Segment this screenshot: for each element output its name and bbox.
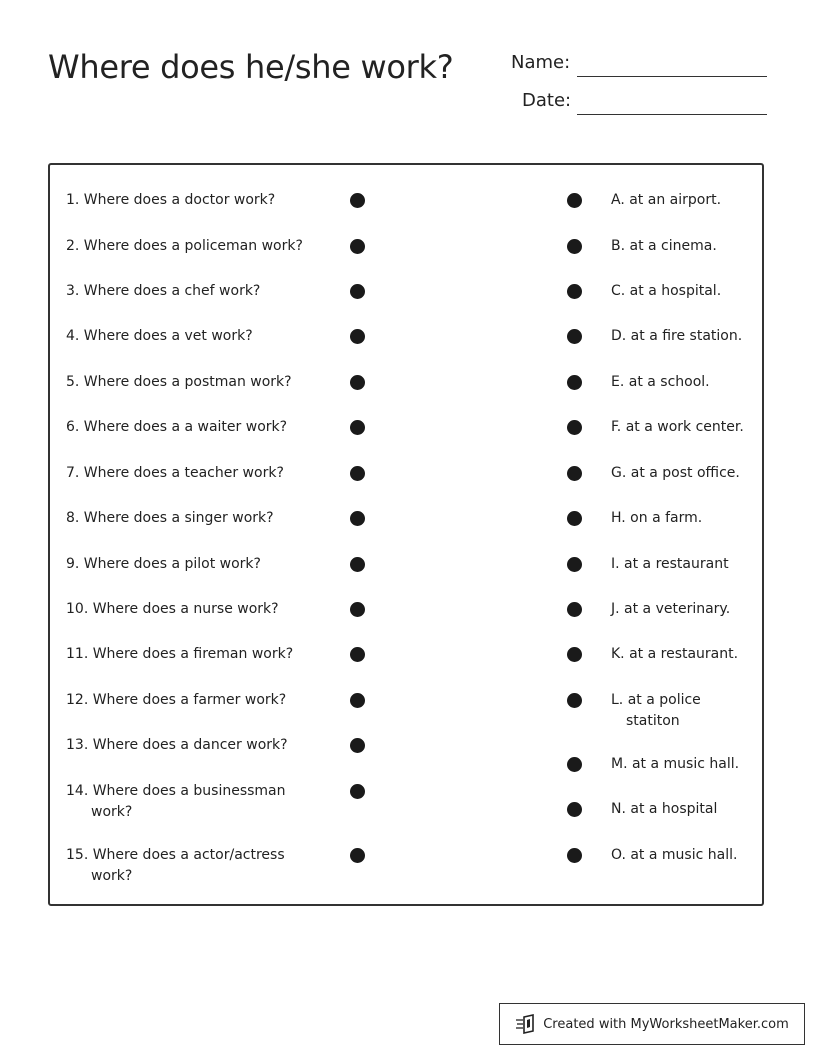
question-match-dot[interactable] [350,511,365,526]
date-field[interactable] [577,114,767,115]
answer-item: M. at a music hall. [611,756,740,772]
answer-item: F. at a work center. [611,419,744,435]
answer-match-dot[interactable] [567,466,582,481]
answer-match-dot[interactable] [567,602,582,617]
question-item: 10. Where does a nurse work? [66,601,279,617]
answer-text: L. at a police [611,692,701,708]
page-title: Where does he/she work? [48,48,454,86]
answer-item: H. on a farm. [611,510,703,526]
answer-match-dot[interactable] [567,193,582,208]
question-item: 1. Where does a doctor work? [66,192,276,208]
answer-match-dot[interactable] [567,239,582,254]
answer-item [611,690,761,732]
question-text: 15. Where does a actor/actress [66,847,285,863]
question-match-dot[interactable] [350,420,365,435]
question-text-continued: work? [91,868,133,884]
question-item: 12. Where does a farmer work? [66,692,287,708]
question-item: 6. Where does a a waiter work? [66,419,288,435]
answer-item: A. at an airport. [611,192,722,208]
footer-badge [499,1003,805,1045]
question-text-continued: work? [91,804,133,820]
answer-text-continued: statiton [626,713,680,729]
answer-item: O. at a music hall. [611,847,738,863]
question-item: 7. Where does a teacher work? [66,465,284,481]
question-match-dot[interactable] [350,284,365,299]
worksheet-maker-logo-icon [515,1014,537,1034]
answer-match-dot[interactable] [567,511,582,526]
question-match-dot[interactable] [350,329,365,344]
question-item: 3. Where does a chef work? [66,283,261,299]
answer-item: K. at a restaurant. [611,646,739,662]
answer-item: B. at a cinema. [611,238,717,254]
question-item [66,845,316,887]
date-label: Date: [522,90,572,111]
question-match-dot[interactable] [350,239,365,254]
question-item: 2. Where does a policeman work? [66,238,303,254]
answer-match-dot[interactable] [567,420,582,435]
question-match-dot[interactable] [350,193,365,208]
answer-match-dot[interactable] [567,329,582,344]
question-match-dot[interactable] [350,848,365,863]
answer-match-dot[interactable] [567,848,582,863]
question-match-dot[interactable] [350,738,365,753]
answer-match-dot[interactable] [567,284,582,299]
answer-item: D. at a fire station. [611,328,743,344]
answer-item: E. at a school. [611,374,710,390]
answer-item: N. at a hospital [611,801,718,817]
answer-match-dot[interactable] [567,693,582,708]
answer-match-dot[interactable] [567,375,582,390]
question-item: 11. Where does a fireman work? [66,646,294,662]
question-item [66,781,316,823]
answer-item: J. at a veterinary. [611,601,731,617]
question-match-dot[interactable] [350,784,365,799]
question-item: 13. Where does a dancer work? [66,737,288,753]
question-item: 9. Where does a pilot work? [66,556,261,572]
answer-match-dot[interactable] [567,802,582,817]
question-match-dot[interactable] [350,466,365,481]
footer-text: Created with MyWorksheetMaker.com [543,1016,789,1032]
name-label: Name: [511,52,571,73]
answer-item: G. at a post office. [611,465,740,481]
question-match-dot[interactable] [350,375,365,390]
question-match-dot[interactable] [350,557,365,572]
question-item: 8. Where does a singer work? [66,510,274,526]
question-item: 5. Where does a postman work? [66,374,292,390]
question-match-dot[interactable] [350,602,365,617]
answer-item: C. at a hospital. [611,283,722,299]
question-match-dot[interactable] [350,693,365,708]
answer-item: I. at a restaurant [611,556,729,572]
answer-match-dot[interactable] [567,647,582,662]
question-text: 14. Where does a businessman [66,783,286,799]
answer-match-dot[interactable] [567,757,582,772]
question-item: 4. Where does a vet work? [66,328,253,344]
answer-match-dot[interactable] [567,557,582,572]
question-match-dot[interactable] [350,647,365,662]
name-field[interactable] [577,76,767,77]
